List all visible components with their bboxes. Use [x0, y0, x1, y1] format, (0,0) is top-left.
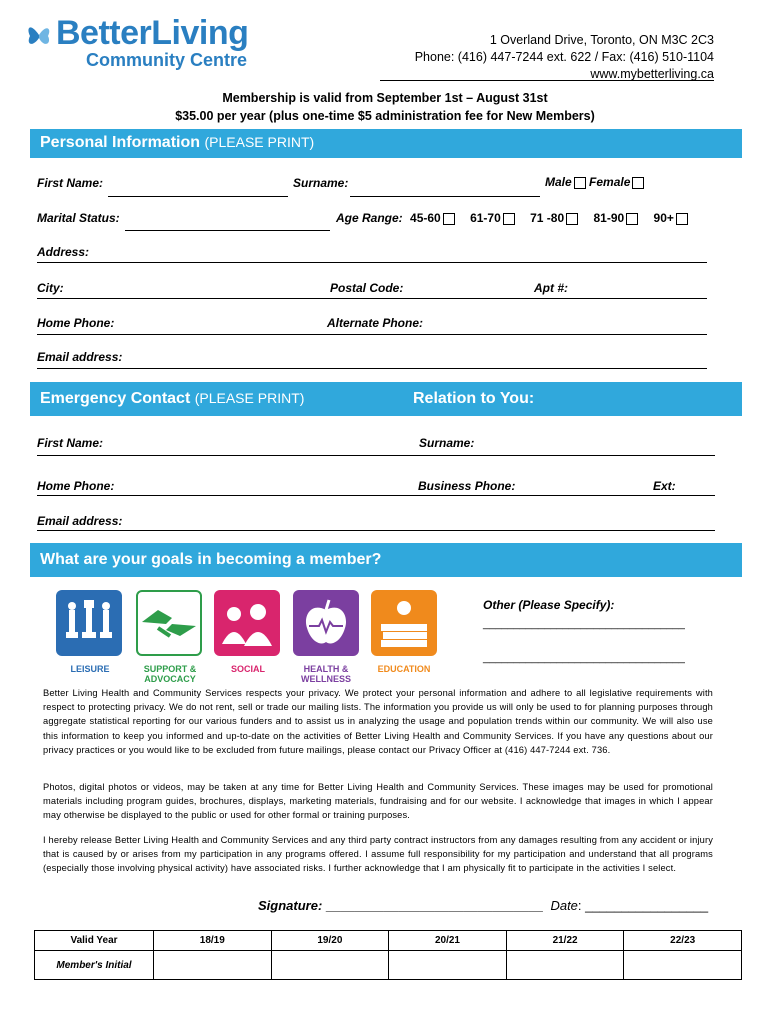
personal-info-title: Personal Information: [40, 134, 201, 151]
male-label: Male: [545, 175, 572, 189]
health-label: HEALTH & WELLNESS: [300, 664, 351, 684]
first-name-label: First Name:: [37, 176, 104, 190]
female-label: Female: [589, 175, 631, 189]
logo-subtitle: Community Centre: [86, 50, 248, 70]
table-cell: Valid Year: [35, 931, 154, 951]
other-specify-label: Other (Please Specify):: [483, 598, 615, 612]
table-cell: 18/19: [154, 931, 272, 951]
emergency-contact-title: Emergency Contact: [40, 390, 191, 407]
email-line[interactable]: [37, 368, 707, 369]
chess-icon: [56, 590, 122, 656]
initial-cell[interactable]: [271, 951, 389, 980]
address-label: Address:: [37, 245, 90, 259]
age-range-label: Age Range:: [336, 211, 403, 225]
apple-icon: [293, 590, 359, 656]
age-71-80-checkbox[interactable]: [566, 213, 578, 225]
date-line[interactable]: : _________________: [577, 898, 709, 913]
goals-header: [30, 543, 742, 577]
personal-info-note: (PLEASE PRINT): [204, 134, 315, 150]
age-45-60-checkbox[interactable]: [443, 213, 455, 225]
home-phone-label: [37, 316, 114, 330]
female-checkbox[interactable]: [632, 177, 644, 189]
initial-cell[interactable]: [506, 951, 624, 980]
table-row: [35, 951, 742, 980]
photos-paragraph: Photos, digital photos or videos, may be taken at any time for Better Living Health and Community Services. These images may be used for promotional materials including program guides, brochures, displays, marketing materials, fundraising and for our website. I acknowledge that images in which I appear may otherwise be displayed to the public or used for other formal or training purposes.: [43, 782, 713, 821]
handshake-icon: [138, 592, 200, 654]
ec-email-line[interactable]: [37, 530, 715, 531]
apt-label: Apt #:: [534, 281, 568, 295]
gender-group: [545, 175, 644, 189]
header-divider: [380, 80, 714, 81]
leisure-goal[interactable]: [56, 590, 122, 656]
other-blank-1[interactable]: _________________________________: [483, 618, 685, 630]
signature-row: [258, 898, 708, 913]
address-block: [415, 32, 714, 83]
table-cell: 19/20: [271, 931, 389, 951]
age-61-70-label: 61-70: [470, 211, 501, 225]
age-81-90-checkbox[interactable]: [626, 213, 638, 225]
ec-home-phone-label: Home Phone:: [37, 479, 115, 493]
age-range-group: [336, 211, 688, 225]
age-71-80-label: 71 -80: [530, 211, 565, 225]
surname-label: Surname:: [293, 176, 349, 190]
address-line: 1 Overland Drive, Toronto, ON M3C 2C3: [489, 33, 714, 47]
social-goal[interactable]: [214, 590, 280, 656]
alternate-phone-label: Alternate Phone:: [327, 316, 424, 330]
emergency-contact-header: [30, 382, 742, 416]
emergency-contact-note: (PLEASE PRINT): [194, 390, 305, 406]
social-label: SOCIAL: [230, 664, 265, 674]
postal-code-label: Postal Code:: [330, 281, 404, 295]
table-cell: Member's Initial: [35, 951, 154, 980]
age-90-plus-checkbox[interactable]: [676, 213, 688, 225]
age-45-60-label: 45-60: [410, 211, 441, 225]
other-blank-2[interactable]: _________________________________: [483, 652, 685, 664]
personal-info-header: [30, 129, 742, 158]
marital-status-label: Marital Status:: [37, 211, 120, 225]
signature-label: Signature:: [258, 898, 323, 913]
date-label: Date: [550, 898, 578, 913]
initial-cell[interactable]: [624, 951, 742, 980]
website-line: www.mybetterliving.ca: [590, 67, 714, 81]
validity-text: Membership is valid from September 1st – August 31st: [222, 91, 548, 105]
table-cell: 22/23: [624, 931, 742, 951]
age-90-plus-label: 90+: [653, 211, 674, 225]
initial-cell[interactable]: [154, 951, 272, 980]
support-goal[interactable]: [136, 590, 202, 656]
ec-ext-label: Ext:: [653, 479, 676, 493]
table-row: [35, 931, 742, 951]
email-label: Email address:: [37, 350, 123, 364]
age-61-70-checkbox[interactable]: [503, 213, 515, 225]
surname-line[interactable]: [350, 196, 540, 197]
privacy-paragraph: Better Living Health and Community Services respects your privacy. We protect your personal information and adhere to all legislative requirements with respect to protecting privacy. We do not rent, sell or trade our mailing lists. The information you provide us will only be used to for planning purposes through aggregate statistical reporting for our various funders and to assist us in analyzing the usage and population trends within our community. We will also use this information to keep you informed and up-to-date on the activities of Better Living Health and Community Services. If you have any questions about our privacy practices or you would like to be excluded from future mailings, please contact our Privacy Officer at (416) 447-7244 ext. 736.: [43, 688, 713, 755]
logo-title: BetterLiving: [56, 14, 249, 52]
phone-line[interactable]: [37, 334, 707, 335]
support-label: SUPPORT & ADVOCACY: [143, 664, 197, 684]
initial-cell[interactable]: [389, 951, 507, 980]
ec-name-line[interactable]: [37, 455, 715, 456]
fee-text: $35.00 per year (plus one-time $5 administration fee for New Members): [175, 109, 595, 123]
city-label: City:: [37, 281, 64, 295]
ec-first-name-label: First Name:: [37, 436, 104, 450]
city-line[interactable]: [37, 298, 707, 299]
release-paragraph: I hereby release Better Living Health and Community Services and any third party contract instructors from any damages resulting from any accident or injury that is caused by or arises from my participation in any programs offered. I assume full responsibility for my participation and understand that all programs (especially those involving physical activity) have associated risks. I further acknowledge that I am physically fit to participate in the activities I select.: [43, 835, 713, 874]
initials-table: [34, 930, 742, 980]
ec-email-label: Email address:: [37, 514, 123, 528]
male-checkbox[interactable]: [574, 177, 586, 189]
relation-title: Relation to You:: [413, 390, 535, 407]
marital-status-line[interactable]: [125, 230, 330, 231]
education-label: EDUCATION: [377, 664, 431, 674]
people-icon: [214, 590, 280, 656]
membership-info: [0, 89, 770, 125]
table-cell: 21/22: [506, 931, 624, 951]
leisure-label: LEISURE: [70, 664, 110, 674]
ec-surname-label: Surname:: [419, 436, 475, 450]
phone-line: Phone: (416) 447-7244 ext. 622 / Fax: (416) 510-1104: [414, 50, 714, 64]
ec-phone-line[interactable]: [37, 495, 715, 496]
age-81-90-label: 81-90: [593, 211, 625, 225]
home-phone-text: Home Phone:: [37, 316, 115, 330]
ec-business-phone-label: Business Phone:: [418, 479, 516, 493]
butterfly-logo-icon: [26, 20, 52, 50]
goals-title: What are your goals in becoming a member?: [40, 551, 382, 568]
signature-line[interactable]: ______________________________: [325, 898, 543, 913]
first-name-line[interactable]: [108, 196, 288, 197]
education-goal[interactable]: [371, 590, 437, 656]
address-line-field[interactable]: [37, 262, 707, 263]
health-goal[interactable]: [293, 590, 359, 656]
books-icon: [371, 590, 437, 656]
table-cell: 20/21: [389, 931, 507, 951]
